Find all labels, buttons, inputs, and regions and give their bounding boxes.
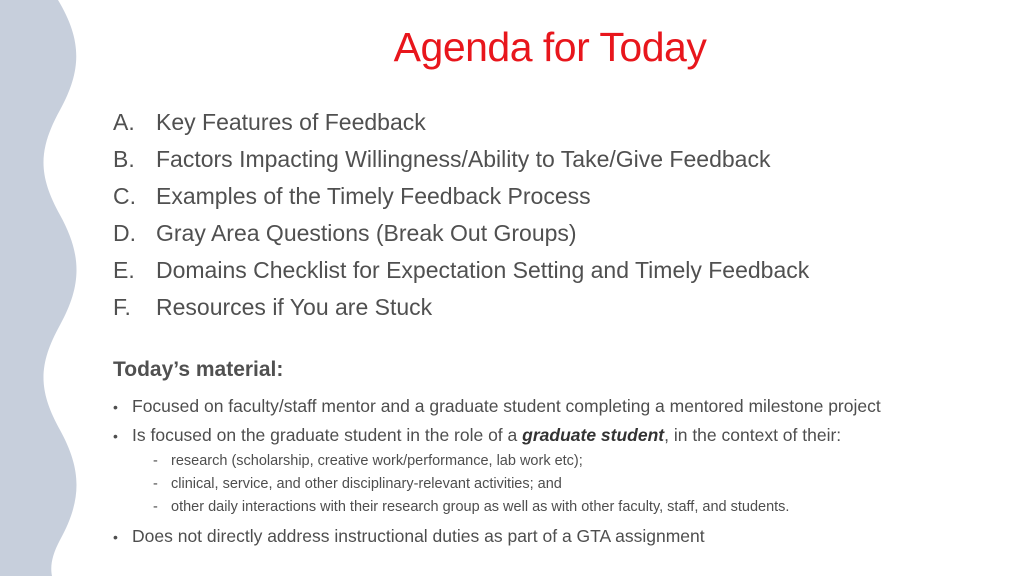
agenda-item bbox=[113, 215, 809, 252]
agenda-text: Examples of the Timely Feedback Process bbox=[156, 183, 591, 209]
agenda-list bbox=[113, 104, 809, 326]
agenda-text: Resources if You are Stuck bbox=[156, 294, 433, 320]
material-bullet bbox=[113, 392, 881, 421]
sub-bullet-list bbox=[153, 450, 881, 519]
material-bullets bbox=[113, 392, 881, 551]
agenda-text: Key Features of Feedback bbox=[156, 109, 426, 135]
dash-icon: - bbox=[153, 476, 158, 492]
bullet-emphasis: graduate student bbox=[522, 425, 665, 445]
bullet-icon: • bbox=[113, 529, 118, 545]
sub-bullet bbox=[153, 473, 881, 496]
agenda-letter: B. bbox=[113, 146, 135, 172]
sub-bullet-text: other daily interactions with their research group as well as with other faculty, staff, and students. bbox=[171, 499, 790, 515]
agenda-letter: D. bbox=[113, 220, 136, 246]
agenda-text: Gray Area Questions (Break Out Groups) bbox=[156, 220, 577, 246]
bullet-text: Focused on faculty/staff mentor and a graduate student completing a mentored milestone project bbox=[132, 396, 881, 416]
material-heading: Today’s material: bbox=[113, 358, 284, 381]
decorative-wave-border bbox=[0, 0, 80, 576]
sub-bullet-text: research (scholarship, creative work/performance, lab work etc); bbox=[171, 453, 583, 469]
agenda-text: Factors Impacting Willingness/Ability to Take/Give Feedback bbox=[156, 146, 771, 172]
dash-icon: - bbox=[153, 499, 158, 515]
agenda-letter: A. bbox=[113, 109, 135, 135]
material-bullet bbox=[113, 421, 881, 519]
agenda-text: Domains Checklist for Expectation Setting and Timely Feedback bbox=[156, 257, 810, 283]
agenda-item bbox=[113, 178, 809, 215]
agenda-letter: C. bbox=[113, 183, 136, 209]
sub-bullet-text: clinical, service, and other disciplinary-relevant activities; and bbox=[171, 476, 562, 492]
bullet-text-pre: Is focused on the graduate student in the role of a bbox=[132, 425, 523, 445]
sub-bullet bbox=[153, 450, 881, 473]
agenda-item bbox=[113, 252, 809, 289]
sub-bullet bbox=[153, 496, 881, 519]
slide-title: Agenda for Today bbox=[393, 24, 707, 70]
agenda-letter: E. bbox=[113, 257, 135, 283]
agenda-item bbox=[113, 141, 809, 178]
agenda-letter: F. bbox=[113, 294, 131, 320]
agenda-item bbox=[113, 104, 809, 141]
bullet-icon: • bbox=[113, 428, 118, 444]
agenda-item bbox=[113, 289, 809, 326]
bullet-text: Does not directly address instructional duties as part of a GTA assignment bbox=[132, 526, 705, 546]
dash-icon: - bbox=[153, 453, 158, 469]
material-bullet bbox=[113, 522, 881, 551]
bullet-icon: • bbox=[113, 399, 118, 415]
bullet-text-post: , in the context of their: bbox=[664, 425, 842, 445]
